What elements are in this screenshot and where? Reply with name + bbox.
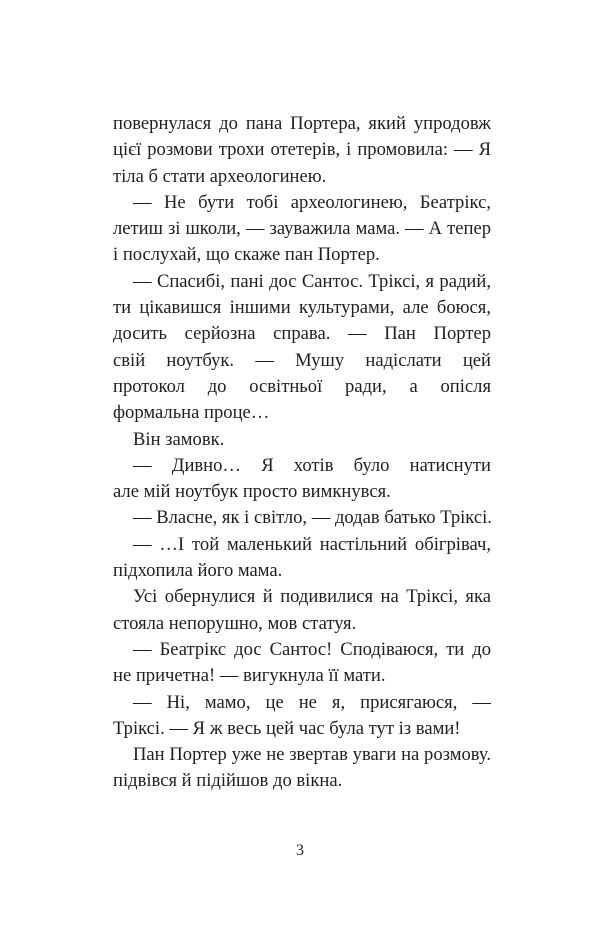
text-line: Пан Портер уже не звертав уваги на розмову. [133,744,491,766]
text-line: підвівся й підійшов до вікна. [113,770,343,792]
text-line: стояла непорушно, мов статуя. [113,612,357,634]
text-line: Усі обернулися й подивилися на Тріксі, яка [133,586,491,608]
text-line: ти цікавишся іншими культурами, але боюся, [113,297,491,319]
text-line: не причетна! — вигукнула її мати. [113,665,386,687]
text-line: — …І той маленький настільний обігрівач, [133,533,491,555]
text-line: але мій ноутбук просто вимкнувся. [113,481,391,503]
text-line: цієї розмови трохи отетерів, і промовила: — Я [113,139,491,161]
text-line: летиш зі школи, — зауважила мама. — А тепер [113,218,491,240]
text-line: підхопила його мама. [113,560,283,582]
text-line: Тріксі. — Я ж весь цей час була тут із вами! [113,717,461,739]
text-line: Він замовк. [133,428,225,450]
text-line: — Беатрікс дос Сантос! Сподіваюся, ти до [133,638,491,660]
text-line: — Не бути тобі археологинею, Беатрікс, [133,191,491,213]
page-number: 3 [296,842,304,859]
text-line: формальна проце… [113,402,270,424]
text-line: протокол до освітньої ради, а опісля [113,375,491,397]
body-text [113,111,491,795]
text-line: — Ні, мамо, це не я, присягаюся, — [133,691,491,713]
text-line: — Власне, як і світло, — додав батько Тріксі. [133,507,492,529]
text-line: тіла б стати археологинею. [113,165,327,187]
text-line: досить серйозна справа. — Пан Портер [113,323,491,345]
text-line: повернулася до пана Портера, який упродовж [113,113,491,134]
text-line: свій ноутбук. — Мушу надіслати цей [113,349,491,371]
text-line: і послухай, що скаже пан Портер. [113,244,380,266]
text-line: — Дивно… Я хотів було натиснути [133,454,491,476]
text-line: — Спасибі, пані дос Сантос. Тріксі, я радий, [133,270,491,292]
